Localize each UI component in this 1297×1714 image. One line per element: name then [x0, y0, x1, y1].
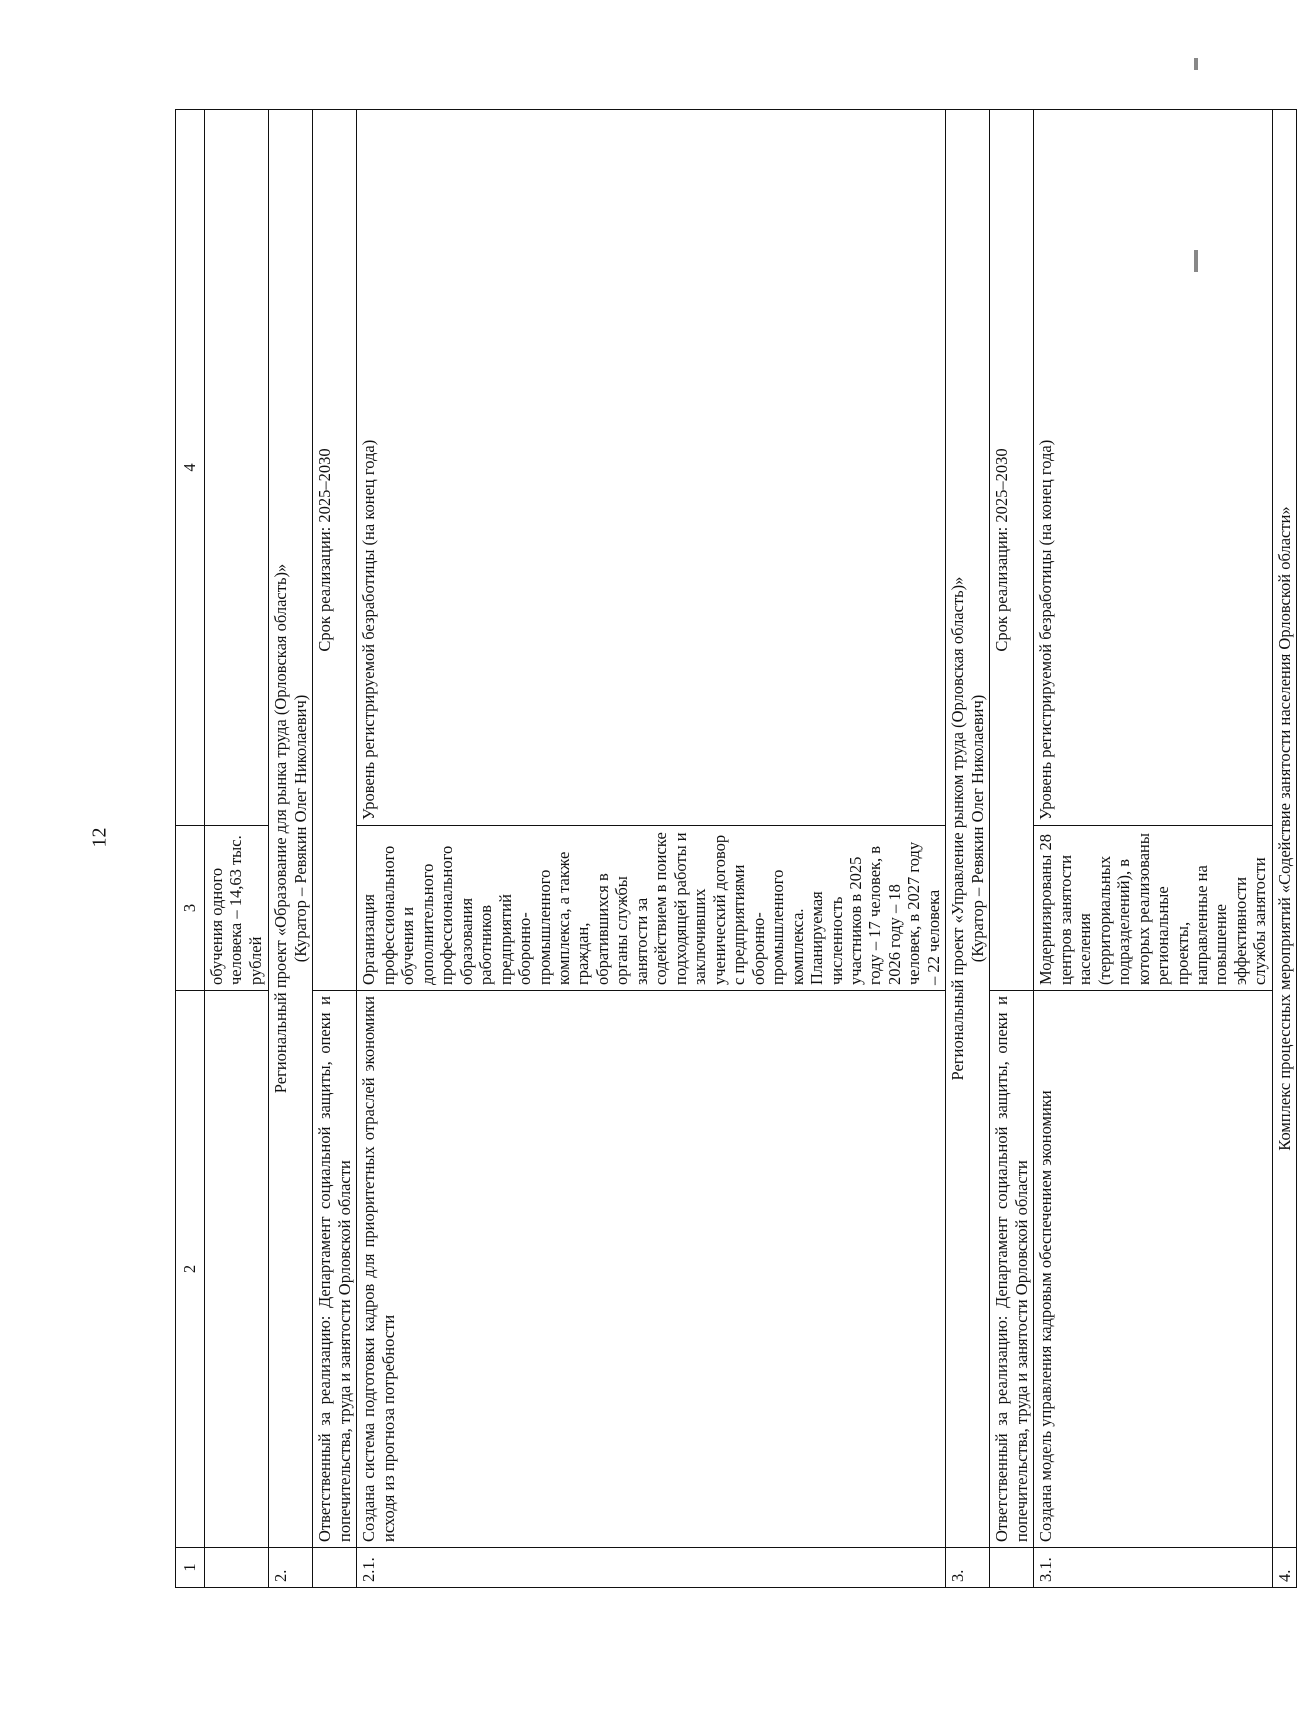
header-cell: 4 — [176, 110, 205, 826]
continuation-text: обучения одного человека – 14,63 тыс. рублей — [205, 826, 269, 991]
task-2-1-row — [357, 110, 946, 1588]
responsible-text: Ответственный за реализацию: Департамент социальной защиты, опеки и попечительства, труда и занятости Орловской области — [313, 991, 357, 1548]
project-2-row — [269, 110, 313, 1588]
task-text: Создана модель управления кадровым обеспечением экономики — [1034, 991, 1273, 1548]
complex-4-row — [1272, 110, 1296, 1588]
project-curator: (Куратор – Ревякин Олег Николаевич) — [967, 694, 987, 963]
header-cell: 1 — [176, 1548, 205, 1588]
responsible-2-row — [313, 110, 357, 1588]
indicator-text: Уровень регистрируемой безработицы (на конец года) — [357, 110, 946, 826]
project-3-row — [946, 110, 990, 1588]
scan-edge-mark — [1194, 58, 1198, 70]
row-number: 3. — [946, 1548, 990, 1588]
header-cell: 3 — [176, 826, 205, 991]
table-header-row — [176, 110, 205, 1588]
responsible-text: Ответственный за реализацию: Департамент социальной защиты, опеки и попечительства, труда и занятости Орловской области — [990, 991, 1034, 1548]
task-text: Создана система подготовки кадров для приоритетных отраслей экономики исходя из прогноза потребности — [357, 991, 946, 1548]
page-number: 12 — [88, 827, 111, 848]
project-title: Региональный проект «Образование для рынка труда (Орловская область)» — [271, 563, 291, 1094]
rotated-table-container — [175, 110, 1294, 1588]
responsible-3-row — [990, 110, 1034, 1588]
effect-text: Организация профессионального обучения и дополнительного профессионального образования работников предприятий оборонно-промышленного комплекса, а также граждан, обратившихся в органы службы занятости за содействием в поиске подходящей работы и заключивших ученический договор с предприятиями оборонно-промышленного комплекса. Планируемая численность участников в 2025 году – 17 человек, в 2026 году – 18 человек, в 2027 году – 22 человека — [357, 826, 946, 991]
row-number: 4. — [1272, 1548, 1296, 1588]
plan-table — [175, 109, 1297, 1588]
project-2-title-cell — [269, 110, 313, 1548]
effect-text: Модернизированы 28 центров занятости населения (территориальных подразделений), в которых реализованы региональные проекты, направленные на повышение эффективности службы занятости — [1034, 826, 1273, 991]
row-number: 2.1. — [357, 1548, 946, 1588]
complex-title: Комплекс процессных мероприятий «Содействие занятости населения Орловской области» — [1272, 110, 1296, 1548]
project-curator: (Куратор – Ревякин Олег Николаевич) — [290, 694, 310, 963]
implementation-term: Срок реализации: 2025–2030 — [990, 110, 1034, 991]
continuation-row — [205, 110, 269, 1588]
implementation-term: Срок реализации: 2025–2030 — [313, 110, 357, 991]
task-3-1-row — [1034, 110, 1273, 1588]
row-number: 3.1. — [1034, 1548, 1273, 1588]
project-3-title-cell — [946, 110, 990, 1548]
header-cell: 2 — [176, 991, 205, 1548]
row-number: 2. — [269, 1548, 313, 1588]
project-title: Региональный проект «Управление рынком труда (Орловская область)» — [948, 576, 968, 1081]
indicator-text: Уровень регистрируемой безработицы (на конец года) — [1034, 110, 1273, 826]
